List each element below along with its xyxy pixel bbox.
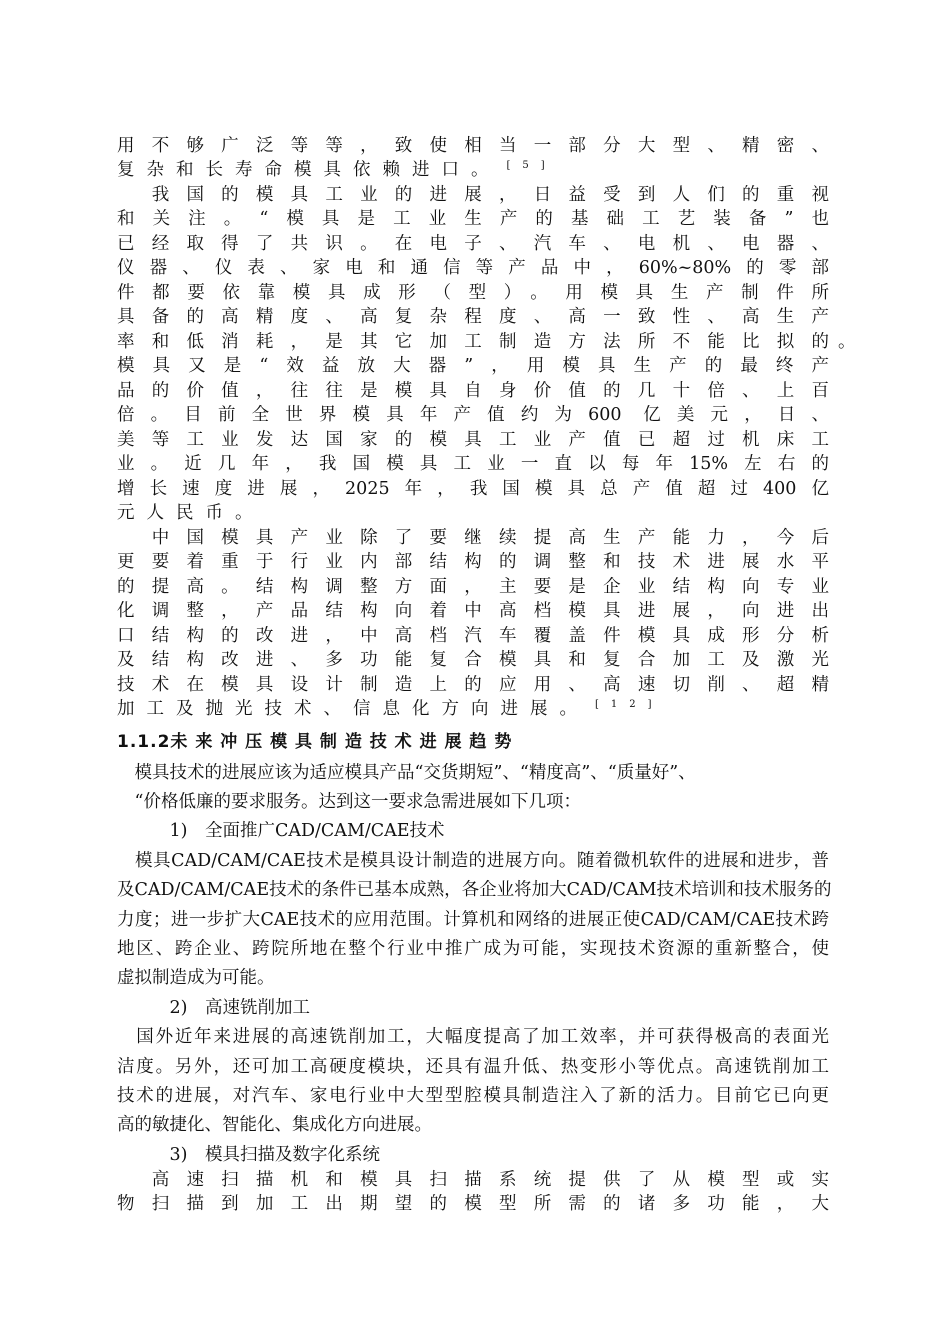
text-line bbox=[117, 575, 829, 599]
text-line bbox=[117, 937, 829, 961]
text-line bbox=[117, 878, 832, 902]
line-text: 虚拟制造成为可能。 bbox=[117, 968, 275, 988]
text-line bbox=[117, 849, 829, 873]
text-line bbox=[117, 819, 829, 843]
text-line bbox=[117, 281, 829, 305]
line-text: 的提高。结构调整方面，主要是企业结构向专业 bbox=[117, 577, 829, 597]
text-line bbox=[117, 624, 829, 648]
line-tail-punct: 。 bbox=[838, 332, 856, 352]
text-line bbox=[117, 403, 829, 427]
text-line bbox=[117, 599, 829, 623]
line-text: 模具CAD/CAM/CAE技术是模具设计制造的进展方向。随着微机软件的进展和进步，普 bbox=[117, 851, 829, 871]
text-line bbox=[117, 1168, 829, 1192]
text-line bbox=[117, 134, 829, 158]
line-text: 仪器、仪表、家电和通信等产品中，60%~80%的零部 bbox=[117, 258, 829, 278]
text-line bbox=[117, 790, 829, 814]
line-text: 更要着重于行业内部结构的调整和技术进展水平 bbox=[117, 552, 829, 572]
line-text: 件都要依靠模具成形（型）。用模具生产制件所 bbox=[117, 283, 829, 303]
text-line bbox=[117, 697, 829, 721]
line-text: 3) 模具扫描及数字化系统 bbox=[117, 1145, 380, 1165]
line-text: 1) 全面推广CAD/CAM/CAE技术 bbox=[117, 821, 445, 841]
text-line bbox=[117, 1143, 829, 1167]
line-text: 国外近年来进展的高速铣削加工，大幅度提高了加工效率，并可获得极高的表面光 bbox=[117, 1027, 829, 1047]
line-text: 技术的进展，对汽车、家电行业中大型型腔模具制造注入了新的活力。目前它已向更 bbox=[117, 1086, 829, 1106]
line-text: 具备的高精度、高复杂程度、高一致性、高生产 bbox=[117, 307, 829, 327]
line-text: “价格低廉的要求服务。达到这一要求急需进展如下几项： bbox=[117, 792, 581, 812]
text-line bbox=[117, 379, 829, 403]
line-text: 美等工业发达国家的模具工业产值已超过机床工 bbox=[117, 430, 829, 450]
text-line bbox=[117, 207, 829, 231]
text-line bbox=[117, 183, 829, 207]
line-text: 高速扫描机和模具扫描系统提供了从模型或实 bbox=[117, 1170, 829, 1190]
line-text: 高的敏捷化、智能化、集成化方向进展。 bbox=[117, 1115, 432, 1135]
text-line bbox=[117, 305, 829, 329]
line-text: 率和低消耗，是其它加工制造方法所不能比拟的 bbox=[117, 332, 829, 352]
line-text: 中国模具产业除了要继续提高生产能力，今后 bbox=[117, 528, 829, 548]
text-line bbox=[117, 330, 829, 354]
text-line bbox=[117, 673, 829, 697]
line-text: 复杂和长寿命模具依赖进口。 bbox=[117, 160, 501, 180]
line-text: 及结构改进、多功能复合模具和复合加工及激光 bbox=[117, 650, 829, 670]
line-text: 和关注。“模具是工业生产的基础工艺装备”也 bbox=[117, 209, 829, 229]
text-line bbox=[117, 354, 829, 378]
line-text: 加工及抛光技术、信息化方向进展。 bbox=[117, 699, 589, 719]
line-text: 力度；进一步扩大CAE技术的应用范围。计算机和网络的进展正使CAD/CAM/CAE技术跨 bbox=[117, 910, 829, 930]
line-text: 洁度。另外，还可加工高硬度模块，还具有温升低、热变形小等优点。高速铣削加工 bbox=[117, 1057, 829, 1077]
line-text: 增长速度进展，2025年，我国模具总产值超过400亿 bbox=[117, 479, 829, 499]
text-line bbox=[117, 232, 829, 256]
text-line bbox=[117, 908, 829, 932]
line-text: 用不够广泛等等，致使相当一部分大型、精密、 bbox=[117, 136, 829, 156]
line-text: 化调整，产品结构向着中高档模具进展，向进出 bbox=[117, 601, 829, 621]
text-line bbox=[117, 1084, 829, 1108]
text-line bbox=[117, 966, 829, 990]
text-line bbox=[117, 996, 829, 1020]
line-text: 我国的模具工业的进展，日益受到人们的重视 bbox=[117, 185, 829, 205]
text-line bbox=[117, 761, 829, 785]
text-line bbox=[117, 256, 829, 280]
line-text: 1.1.2未 来 冲 压 模 具 制 造 技 术 进 展 趋 势 bbox=[117, 732, 513, 752]
line-text: 品的价值，往往是模具自身价值的几十倍、上百 bbox=[117, 381, 829, 401]
line-text: 技术在模具设计制造上的应用、高速切削、超精 bbox=[117, 675, 829, 695]
text-line bbox=[117, 1025, 829, 1049]
text-line bbox=[117, 477, 829, 501]
text-line bbox=[117, 501, 829, 525]
line-text: 地区、跨企业、跨院所地在整个行业中推广成为可能，实现技术资源的重新整合，使 bbox=[117, 939, 829, 959]
line-text: 模具又是“效益放大器”，用模具生产的最终产 bbox=[117, 356, 829, 376]
section-heading bbox=[117, 730, 829, 754]
text-line bbox=[117, 648, 829, 672]
text-line bbox=[117, 158, 829, 182]
line-text: 元人民币。 bbox=[117, 503, 265, 523]
line-text: 2) 高速铣削加工 bbox=[117, 998, 310, 1018]
text-line bbox=[117, 526, 829, 550]
text-line bbox=[117, 452, 829, 476]
line-text: 物扫描到加工出期望的模型所需的诸多功能，大 bbox=[117, 1194, 829, 1214]
line-text: 倍。目前全世界模具年产值约为600 亿美元，日、 bbox=[117, 405, 829, 425]
text-line bbox=[117, 428, 829, 452]
text-line bbox=[117, 1055, 829, 1079]
citation-ref: [12] bbox=[595, 699, 664, 711]
line-text: 已经取得了共识。在电子、汽车、电机、电器、 bbox=[117, 234, 829, 254]
line-text: 业。近几年，我国模具工业一直以每年15%左右的 bbox=[117, 454, 829, 474]
text-line bbox=[117, 1192, 829, 1216]
line-text: 模具技术的进展应该为适应模具产品“交货期短”、“精度高”、“质量好”、 bbox=[117, 763, 696, 783]
text-line bbox=[117, 550, 829, 574]
text-line bbox=[117, 1113, 829, 1137]
citation-ref: [5] bbox=[506, 160, 557, 172]
line-text: 口结构的改进，中高档汽车覆盖件模具成形分析 bbox=[117, 626, 829, 646]
line-text: 及CAD/CAM/CAE技术的条件已基本成熟，各企业将加大CAD/CAM技术培训和技术服务的 bbox=[117, 880, 832, 900]
